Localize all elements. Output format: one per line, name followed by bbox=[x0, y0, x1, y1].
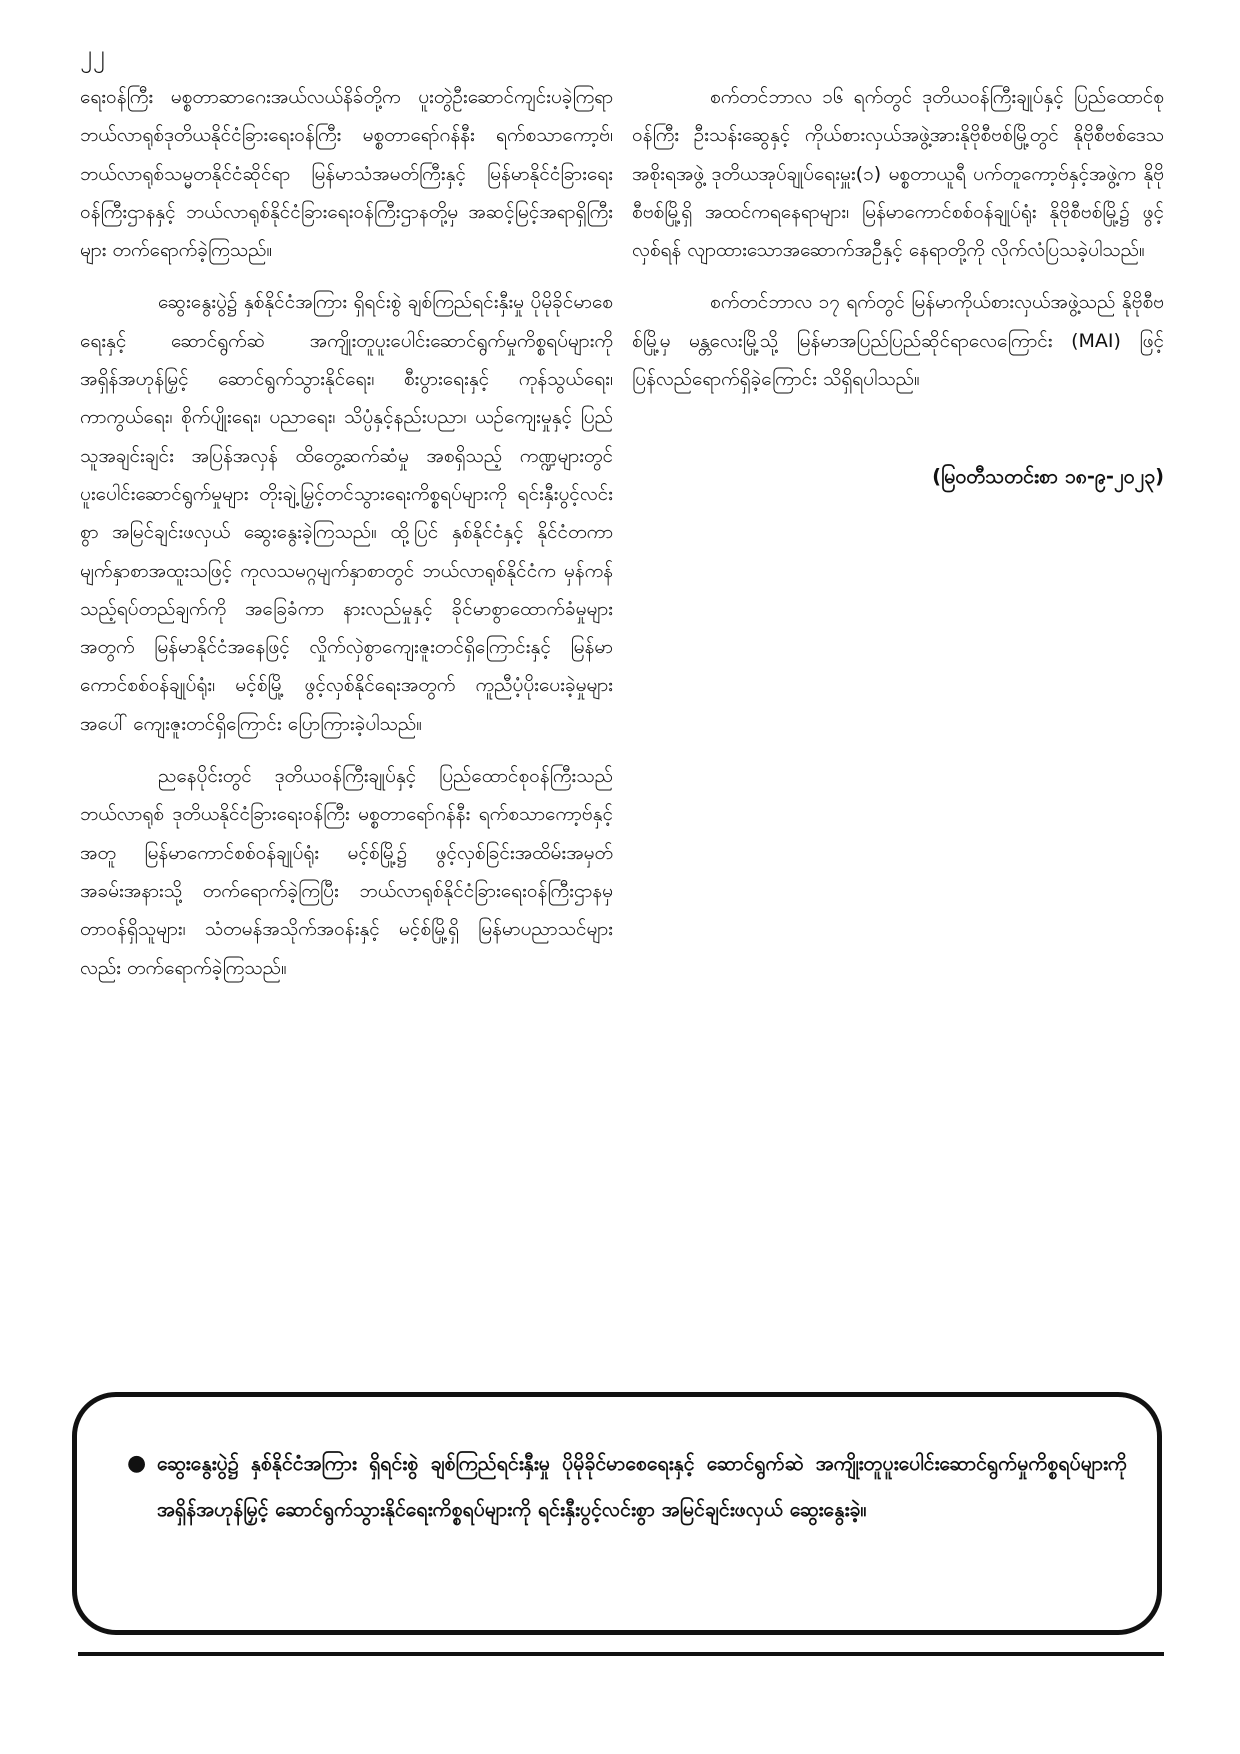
highlight-item bbox=[127, 1441, 1127, 1533]
left-column bbox=[80, 78, 613, 1001]
highlight-box bbox=[72, 1392, 1162, 1635]
paragraph: ရေးဝန်ကြီး မစ္စတာဆာဂေးအယ်လယ်နိခ်တို့က ပူးတွဲဦးဆောင်ကျင်းပခဲ့ကြရာ ဘယ်လာရုစ်ဒုတိယနိုင်ငံခြားရေးဝန်ကြီး မစ္စတာရော်ဂန်နီး ရက်စသာကော့ဗ်၊ ဘယ်လာရုစ်သမ္မတနိုင်ငံဆိုင်ရာ မြန်မာသံအမတ်ကြီးနှင့် မြန်မာနိုင်ငံခြားရေးဝန်ကြီးဌာနနှင့် ဘယ်လာရုစ်နိုင်ငံခြားရေးဝန်ကြီးဌာနတို့မှ အဆင့်မြင့်အရာရှိကြီးများ တက်ရောက်ခဲ့ကြသည်။ bbox=[80, 86, 613, 262]
bullet-icon: ● bbox=[127, 1451, 147, 1476]
paragraph: စက်တင်ဘာလ ၁၆ ရက်တွင် ဒုတိယဝန်ကြီးချုပ်နှင့် ပြည်ထောင်စုဝန်ကြီး ဦးသန်းဆွေနှင့် ကိုယ်စားလှယ်အဖွဲ့အားနိုဗိုစီဗစ်မြို့တွင် နိုဗိုစီဗစ်ဒေသအစိုးရအဖွဲ့ ဒုတိယအုပ်ချုပ်ရေးမှူး(၁) မစ္စတာယူရီ ပက်တူကော့ဗ်နှင့်အဖွဲ့က နိုဗိုစီဗစ်မြို့ရှိ အထင်ကရနေရာများ၊ မြန်မာကောင်စစ်ဝန်ချုပ်ရုံး နိုဗိုစီဗစ်မြို့၌ ဖွင့်လှစ်ရန် လျာထားသောအဆောက်အဦနှင့် နေရာတို့ကို လိုက်လံပြသခဲ့ပါသည်။ bbox=[632, 86, 1164, 262]
paragraph: ဆွေးနွေးပွဲ၌ နှစ်နိုင်ငံအကြား ရှိရင်းစွဲ ချစ်ကြည်ရင်းနှီးမှု ပိုမိုခိုင်မာစေရေးနှင့် ဆောင်ရွက်ဆဲ အကျိုးတူပူးပေါင်းဆောင်ရွက်မှုကိစ္စရပ်များကို အရှိန်အဟုန်မြှင့် ဆောင်ရွက်သွားနိုင်ရေး၊ စီးပွားရေးနှင့် ကုန်သွယ်ရေး၊ ကာကွယ်ရေး၊ စိုက်ပျိုးရေး၊ ပညာရေး၊ သိပ္ပံနှင့်နည်းပညာ၊ ယဉ်ကျေးမှုနှင့် ပြည်သူအချင်းချင်း အပြန်အလှန် ထိတွေ့ဆက်ဆံမှု အစရှိသည့် ကဏ္ဍများတွင် ပူးပေါင်းဆောင်ရွက်မှုများ တိုးချဲ့မြှင့်တင်သွားရေးကိစ္စရပ်များကို ရင်းနှီးပွင့်လင်းစွာ အမြင်ချင်းဖလှယ် ဆွေးနွေးခဲ့ကြသည်။ ထို့ပြင် နှစ်နိုင်ငံနှင့် နိုင်ငံတကာမျက်နှာစာအထူးသဖြင့် ကုလသမဂ္ဂမျက်နှာစာတွင် ဘယ်လာရုစ်နိုင်ငံက မှန်ကန်သည့်ရပ်တည်ချက်ကို အခြေခံကာ နားလည်မှုနှင့် ခိုင်မာစွာထောက်ခံမှုများအတွက် မြန်မာနိုင်ငံအနေဖြင့် လှိုက်လှဲစွာကျေးဇူးတင်ရှိကြောင်းနှင့် မြန်မာကောင်စစ်ဝန်ချုပ်ရုံး၊ မင့်စ်မြို့ ဖွင့်လှစ်နိုင်ရေးအတွက် ကူညီပံ့ပိုးပေးခဲ့မှုများအပေါ် ကျေးဇူးတင်ရှိကြောင်း ပြောကြားခဲ့ပါသည်။ bbox=[80, 291, 613, 735]
paragraph: စက်တင်ဘာလ ၁၇ ရက်တွင် မြန်မာကိုယ်စားလှယ်အဖွဲ့သည် နိုဗိုစီဗစ်မြို့မှ မန္တလေးမြို့သို့ မြန်မာအပြည်ပြည်ဆိုင်ရာလေကြောင်း (MAI) ဖြင့် ပြန်လည်ရောက်ရှိခဲ့ကြောင်း သိရှိရပါသည်။ bbox=[632, 291, 1164, 391]
highlight-text: ဆွေးနွေးပွဲ၌ နှစ်နိုင်ငံအကြား ရှိရင်းစွဲ ချစ်ကြည်ရင်းနှီးမှု ပိုမိုခိုင်မာစေရေးနှင့် ဆောင်ရွက်ဆဲ အကျိုးတူပူးပေါင်းဆောင်ရွက်မှုကိစ္စရပ်များကို အရှိန်အဟုန်မြှင့် ဆောင်ရွက်သွားနိုင်ရေးကိစ္စရပ်များကို ရင်းနှီးပွင့်လင်းစွာ အမြင်ချင်းဖလှယ် ဆွေးနွေးခဲ့။ bbox=[157, 1452, 1127, 1521]
source-citation: (မြဝတီသတင်းစာ ၁၈-၉-၂၀၂၃) bbox=[932, 465, 1164, 489]
right-column bbox=[632, 78, 1164, 497]
bottom-rule bbox=[78, 1652, 1164, 1656]
page-number: ၂၂ bbox=[80, 40, 106, 68]
paragraph: ညနေပိုင်းတွင် ဒုတိယဝန်ကြီးချုပ်နှင့် ပြည်ထောင်စုဝန်ကြီးသည် ဘယ်လာရုစ် ဒုတိယနိုင်ငံခြားရေးဝန်ကြီး မစ္စတာရော်ဂန်နီး ရက်စသာကော့ဗ်နှင့်အတူ မြန်မာကောင်စစ်ဝန်ချုပ်ရုံး မင့်စ်မြို့၌ ဖွင့်လှစ်ခြင်းအထိမ်းအမှတ်အခမ်းအနားသို့ တက်ရောက်ခဲ့ကြပြီး ဘယ်လာရုစ်နိုင်ငံခြားရေးဝန်ကြီးဌာနမှ တာဝန်ရှိသူများ၊ သံတမန်အသိုက်အဝန်းနှင့် မင့်စ်မြို့ရှိ မြန်မာပညာသင်များလည်း တက်ရောက်ခဲ့ကြသည်။ bbox=[80, 765, 613, 979]
